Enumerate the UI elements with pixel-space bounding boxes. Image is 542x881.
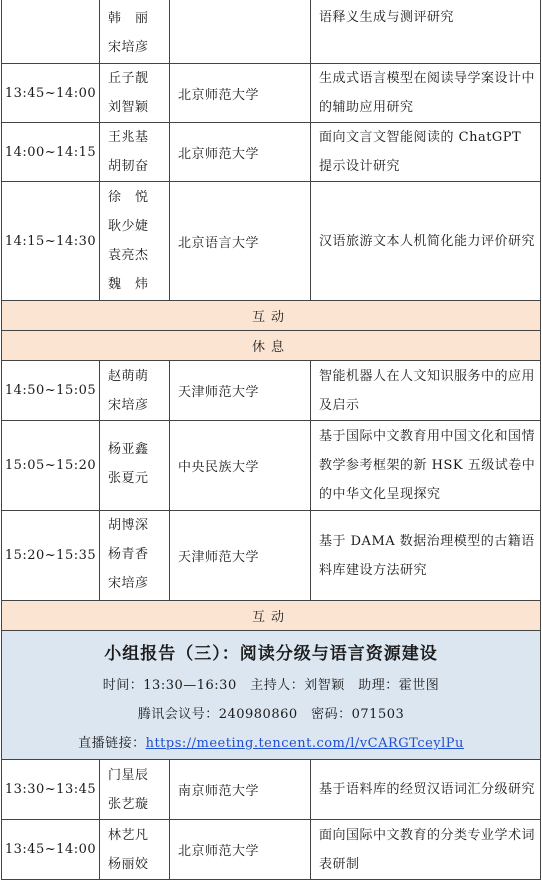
paper-title: 汉语旅游文本人机简化能力评价研究 [319,233,536,249]
presenter-cell [100,511,170,600]
paper-title: 基于 DAMA 数据治理模型的古籍语料库建设方法研究 [319,533,535,578]
org-cell: 天津师范大学 [170,511,311,600]
time-cell: 14:50~15:05 [2,361,100,420]
paper-title: 基于国际中文教育用中国文化和国情教学参考框架的新 HSK 五级试卷中的中华文化呈现探究 [319,429,536,502]
presenter-name: 胡博深 [108,518,149,533]
presenter-name: 耿少婕 [108,219,149,234]
presenter-name: 宋培彦 [108,576,149,591]
presenter-name: 宋培彦 [108,398,149,413]
time-cell: 13:45~14:00 [2,820,100,879]
presenter-cell [100,820,170,879]
paper-title: 生成式语言模型在阅读导学案设计中的辅助应用研究 [319,71,536,115]
time-cell: 13:45~14:00 [2,64,100,122]
title-cell [311,511,542,600]
presenter-cell [100,0,170,63]
interaction-band: 互动 [1,601,541,630]
title-cell [311,820,542,879]
time-cell [2,0,100,63]
row-divider [1,879,541,880]
table-row [1,64,541,122]
org-cell [170,0,311,63]
presenter-cell [100,760,170,819]
session-header [1,631,541,759]
session-meeting: 腾讯会议号：240980860 密码：071503 [137,707,405,722]
presenter-name: 宋培彦 [108,40,149,55]
table-row [1,182,541,300]
presenter-name: 丘子靓 [108,71,149,86]
paper-title: 智能机器人在人文知识服务中的应用及启示 [319,368,536,413]
paper-title: 面向文言文智能阅读的 ChatGPT 提示设计研究 [319,130,522,174]
session-title: 小组报告（三）：阅读分级与语言资源建设 [104,644,438,664]
presenter-name: 张夏元 [108,471,149,486]
session-info: 时间：13:30—16:30 主持人：刘智颖 助理：霍世图 [102,678,440,693]
presenter-name: 刘智颖 [108,100,149,115]
table-row [1,511,541,600]
paper-title: 面向国际中文教育的分类专业学术词表研制 [319,827,536,872]
table-row [1,421,541,510]
paper-title: 基于语料库的经贸汉语词汇分级研究 [319,782,536,797]
title-cell [311,760,542,819]
presenter-name: 韩 丽 [108,11,149,26]
time-cell: 15:20~15:35 [2,511,100,600]
presenter-name: 杨丽姣 [108,857,149,872]
org-cell: 北京师范大学 [170,64,311,122]
presenter-cell [100,182,170,300]
org-cell: 北京师范大学 [170,123,311,181]
presenter-name: 王兆基 [108,130,149,145]
title-cell [311,64,542,122]
presenter-name: 张艺璇 [108,797,149,812]
presenter-cell [100,421,170,510]
org-cell: 南京师范大学 [170,760,311,819]
time-cell: 14:15~14:30 [2,182,100,300]
time-cell: 13:30~13:45 [2,760,100,819]
break-band: 休息 [1,331,541,360]
paper-title: 语释义生成与测评研究 [319,10,455,25]
interaction-band: 互动 [1,301,541,330]
presenter-name: 袁亮杰 [108,248,149,263]
title-cell [311,123,542,181]
presenter-cell [100,123,170,181]
table-row [1,820,541,879]
time-cell: 15:05~15:20 [2,421,100,510]
presenter-name: 赵萌萌 [108,369,149,384]
presenter-cell [100,361,170,420]
org-cell: 北京师范大学 [170,820,311,879]
org-cell: 中央民族大学 [170,421,311,510]
title-cell [311,361,542,420]
link-label: 直播链接： [78,736,146,751]
session-link-line [2,732,540,751]
time-cell: 14:00~14:15 [2,123,100,181]
org-cell: 北京语言大学 [170,182,311,300]
presenter-name: 杨亚鑫 [108,442,149,457]
presenter-name: 杨青香 [108,547,149,562]
live-stream-link[interactable]: https://meeting.tencent.com/l/vCARGTceylPu [145,736,464,751]
org-cell: 天津师范大学 [170,361,311,420]
table-row [1,0,541,63]
table-row [1,123,541,181]
title-cell [311,0,542,63]
presenter-name: 魏 炜 [108,277,149,292]
presenter-cell [100,64,170,122]
table-row [1,361,541,420]
title-cell [311,182,542,300]
presenter-name: 胡韧奋 [108,159,149,174]
presenter-name: 徐 悦 [108,190,149,205]
presenter-name: 林艺凡 [108,828,149,843]
presenter-name: 门星辰 [108,768,149,783]
table-row [1,760,541,819]
title-cell [311,421,542,510]
